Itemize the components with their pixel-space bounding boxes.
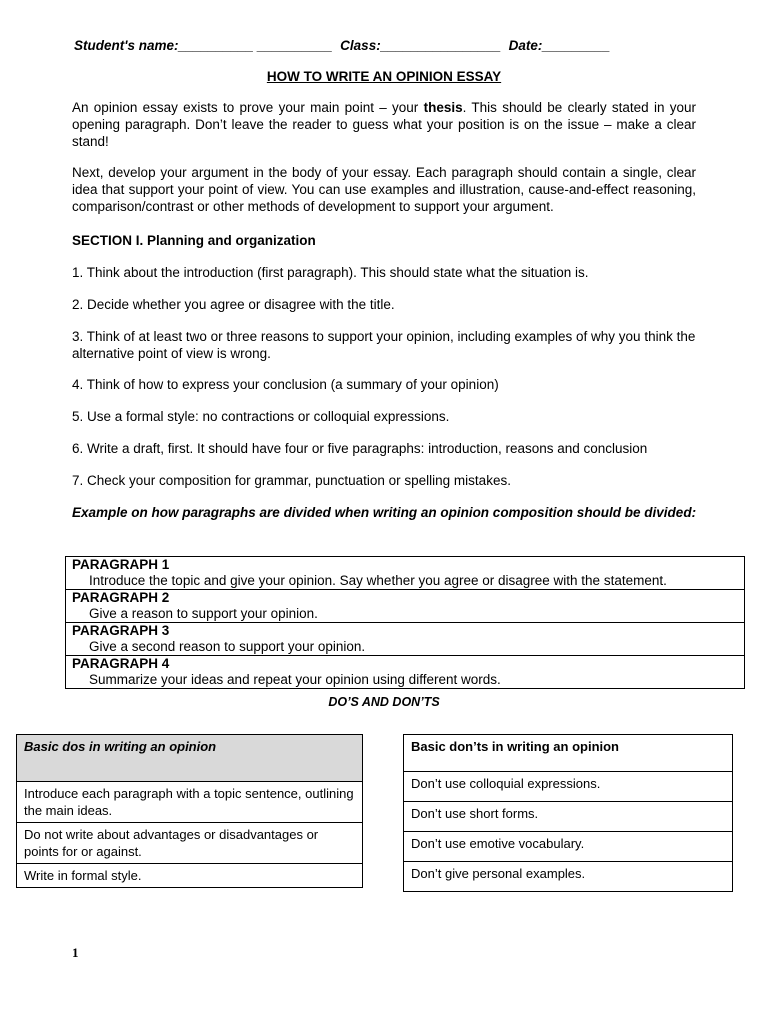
list-item: 1. Think about the introduction (first paragraph). This should state what the situation is. [72, 265, 589, 280]
table-row [17, 823, 363, 864]
date-label: Date: [508, 38, 543, 53]
class-blank[interactable]: ________________ [380, 38, 501, 53]
table-cell: Don’t use short forms. [404, 802, 733, 832]
dos-donts-heading: DO’S AND DON’TS [328, 695, 440, 709]
paragraph-description: Give a second reason to support your opinion. [89, 639, 366, 654]
table-cell [66, 557, 745, 590]
table-row [404, 735, 733, 772]
table-cell: Don’t give personal examples. [404, 862, 733, 892]
paragraph-heading: PARAGRAPH 4 [72, 656, 170, 671]
paragraph-description: Give a reason to support your opinion. [89, 606, 318, 621]
intro-text-end: . This should be clearly stated in your opening paragraph. Don’t leave the reader to guess what your position is on the issue – make a clear stand! [72, 100, 696, 149]
table-row [404, 772, 733, 802]
table-row [404, 832, 733, 862]
table-row [17, 864, 363, 888]
list-item: 2. Decide whether you agree or disagree with the title. [72, 297, 395, 312]
list-item: 5. Use a formal style: no contractions or colloquial expressions. [72, 409, 450, 424]
paragraph-heading: PARAGRAPH 2 [72, 590, 170, 605]
table-row [66, 656, 745, 689]
page-number: 1 [72, 945, 79, 960]
intro-paragraph-2: Next, develop your argument in the body of your essay. Each paragraph should contain a single, clear idea that support your point of view. You can use examples and illustration, cause-and-effect reasoning, comparison/contrast or other methods of development to support your argument. [72, 165, 696, 214]
page-title: HOW TO WRITE AN OPINION ESSAY [266, 69, 502, 84]
list-item: 4. Think of how to express your conclusion (a summary of your opinion) [72, 377, 499, 392]
table-row [404, 802, 733, 832]
table-cell [66, 590, 745, 623]
dos-table [16, 734, 363, 888]
list-item: 3. Think of at least two or three reasons to support your opinion, including examples of why you think the alternative point of view is wrong. [72, 329, 696, 361]
table-cell: Don’t use colloquial expressions. [404, 772, 733, 802]
intro-text-start: An opinion essay exists to prove your main point – your [72, 100, 424, 115]
paragraph-description: Introduce the topic and give your opinion. Say whether you agree or disagree with the statement. [89, 573, 667, 588]
paragraph-structure-table [65, 556, 745, 689]
table-row [66, 623, 745, 656]
table-row [66, 590, 745, 623]
paragraph-heading: PARAGRAPH 1 [72, 557, 170, 572]
student-name-blank[interactable]: __________ __________ [178, 38, 333, 53]
list-item: 6. Write a draft, first. It should have four or five paragraphs: introduction, reasons and conclusion [72, 441, 648, 456]
donts-table [403, 734, 733, 892]
table-cell: Do not write about advantages or disadvantages or points for or against. [17, 823, 363, 864]
table-row [17, 782, 363, 823]
class-label: Class: [340, 38, 381, 53]
table-cell [66, 623, 745, 656]
table-cell: Introduce each paragraph with a topic sentence, outlining the main ideas. [17, 782, 363, 823]
student-header [74, 37, 610, 54]
table-row [17, 735, 363, 782]
section-heading: SECTION I. Planning and organization [72, 233, 316, 248]
donts-table-header: Basic don’ts in writing an opinion [404, 735, 733, 772]
intro-paragraph-1 [72, 99, 696, 150]
dos-table-header: Basic dos in writing an opinion [17, 735, 363, 782]
table-row [404, 862, 733, 892]
thesis-keyword: thesis [423, 100, 463, 115]
table-cell: Don’t use emotive vocabulary. [404, 832, 733, 862]
table-cell [66, 656, 745, 689]
table-row [66, 557, 745, 590]
list-item: 7. Check your composition for grammar, punctuation or spelling mistakes. [72, 473, 511, 488]
table-cell: Write in formal style. [17, 864, 363, 888]
student-name-label: Student's name: [74, 38, 179, 53]
paragraph-heading: PARAGRAPH 3 [72, 623, 170, 638]
planning-steps-list [72, 264, 702, 504]
date-blank[interactable]: _________ [542, 38, 610, 53]
example-heading: Example on how paragraphs are divided when writing an opinion composition should be divided: [72, 505, 697, 520]
paragraph-description: Summarize your ideas and repeat your opinion using different words. [89, 672, 501, 687]
